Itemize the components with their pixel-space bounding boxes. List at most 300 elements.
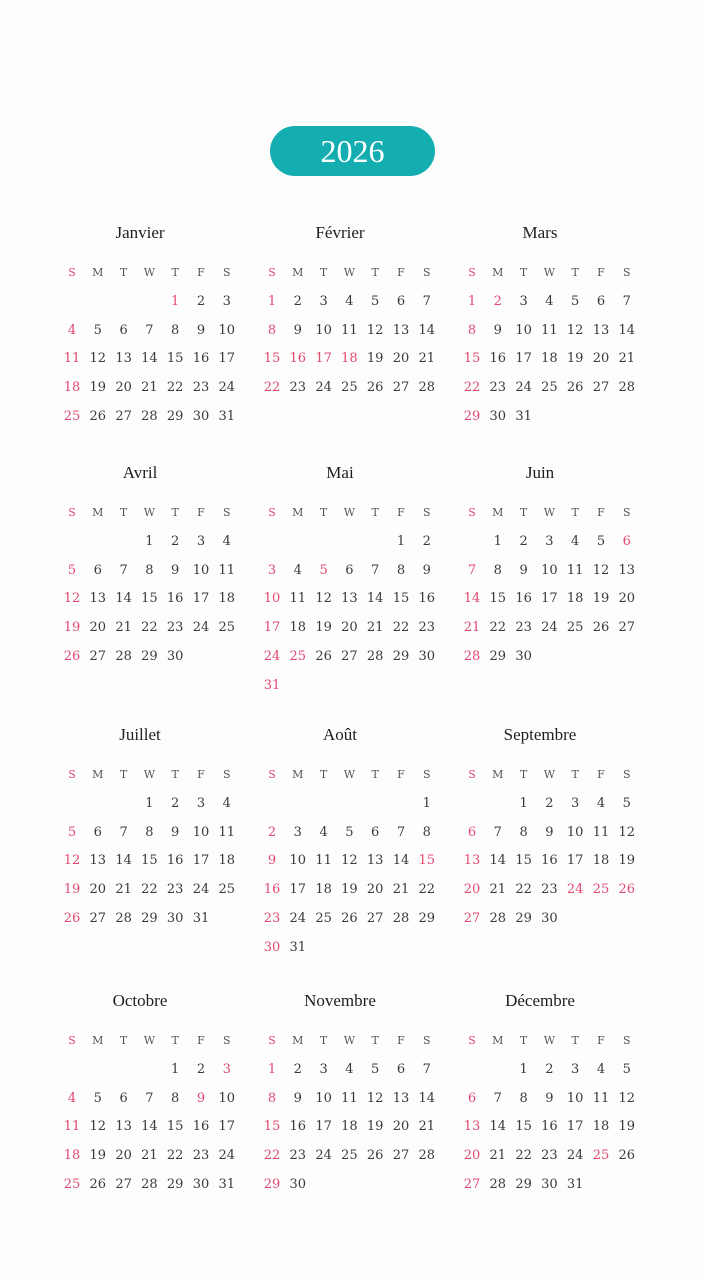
weekday-header: M	[292, 768, 304, 781]
day-cell: 30	[166, 648, 184, 664]
day-cell: 19	[315, 620, 332, 636]
day-cell: 6	[596, 294, 606, 309]
day-cell: 3	[293, 824, 302, 840]
day-cell: 8	[171, 1090, 180, 1106]
day-cell: 26	[63, 648, 81, 664]
day-cell: 19	[63, 882, 81, 898]
day-cell: 2	[171, 796, 180, 811]
day-cell: 4	[293, 562, 302, 578]
day-cell: 17	[315, 1119, 332, 1135]
day-cell: 29	[515, 910, 532, 926]
day-cell: 6	[396, 1062, 406, 1077]
day-cell: 2	[519, 534, 528, 549]
day-cell: 24	[541, 620, 558, 636]
weekday-header: W	[543, 768, 556, 781]
day-cell: 21	[489, 882, 507, 898]
day-cell: 4	[545, 294, 554, 309]
weekday-header: S	[423, 1034, 431, 1047]
day-cell: 31	[289, 939, 307, 955]
day-cell: 4	[345, 294, 354, 309]
day-cell: 14	[489, 853, 507, 869]
day-cell: 26	[366, 380, 384, 396]
day-cell: 21	[418, 1119, 436, 1135]
weekday-header: W	[343, 506, 356, 519]
day-cell: 23	[515, 620, 532, 636]
weekday-header: T	[171, 506, 179, 519]
day-cell: 5	[571, 294, 580, 309]
day-cell: 13	[618, 562, 636, 578]
day-cell: 9	[293, 322, 302, 338]
day-cell: 26	[89, 408, 107, 424]
weekday-header: T	[319, 768, 328, 781]
weekday-header: S	[268, 1034, 276, 1047]
day-cell: 21	[366, 620, 384, 636]
day-cell: 4	[596, 796, 606, 811]
weekday-header: M	[92, 266, 104, 279]
weekday-header: F	[597, 266, 605, 279]
day-cell: 22	[141, 620, 158, 636]
day-cell: 25	[541, 380, 558, 396]
day-cell: 1	[145, 796, 154, 811]
day-cell: 18	[63, 1148, 81, 1164]
day-cell: 26	[592, 620, 610, 636]
day-cell: 23	[192, 380, 210, 396]
day-cell: 16	[541, 1119, 558, 1135]
day-cell: 15	[392, 591, 410, 607]
day-cell: 1	[267, 294, 277, 309]
day-cell: 20	[592, 351, 610, 367]
day-cell: 11	[63, 351, 81, 367]
month-4	[240, 462, 440, 693]
day-cell: 16	[541, 853, 558, 869]
day-cell: 5	[67, 562, 77, 578]
day-cell: 25	[592, 882, 610, 898]
day-cell: 14	[489, 1119, 507, 1135]
day-cell: 10	[218, 322, 236, 338]
day-cell: 27	[618, 620, 636, 636]
day-cell: 10	[515, 322, 532, 338]
day-cell: 15	[141, 853, 158, 869]
weekday-header: F	[597, 506, 605, 519]
day-cell: 16	[166, 853, 184, 869]
weekday-header: W	[143, 768, 156, 781]
weekday-header: S	[268, 266, 276, 279]
day-cell: 30	[489, 408, 507, 424]
day-cell: 16	[489, 351, 507, 367]
weekday-header: S	[268, 768, 276, 781]
day-cell: 21	[418, 351, 436, 367]
day-cell: 29	[392, 648, 410, 664]
day-cell: 25	[289, 648, 307, 664]
day-cell: 23	[263, 910, 281, 926]
day-cell: 29	[418, 910, 436, 926]
day-cell: 9	[171, 824, 180, 840]
day-cell: 12	[341, 853, 358, 869]
day-cell: 21	[141, 1148, 158, 1164]
day-cell: 19	[618, 853, 636, 869]
day-cell: 1	[396, 534, 406, 549]
day-cell: 16	[289, 1119, 307, 1135]
day-cell: 20	[115, 380, 132, 396]
day-cell: 17	[218, 351, 236, 367]
day-cell: 9	[293, 1090, 302, 1106]
day-cell: 15	[489, 591, 507, 607]
weekday-header: M	[492, 266, 504, 279]
day-cell: 7	[396, 824, 406, 840]
month-title: Juillet	[119, 725, 161, 744]
day-cell: 30	[541, 910, 558, 926]
day-cell: 29	[463, 408, 481, 424]
day-cell: 15	[166, 1119, 184, 1135]
weekday-header: F	[197, 768, 205, 781]
day-cell: 31	[218, 1176, 236, 1192]
weekday-header: T	[371, 768, 379, 781]
day-cell: 7	[467, 562, 477, 578]
weekday-header: S	[268, 506, 276, 519]
day-cell: 23	[166, 620, 184, 636]
day-cell: 1	[519, 1062, 528, 1077]
day-cell: 14	[418, 322, 436, 338]
month-1	[240, 222, 440, 396]
day-cell: 8	[493, 562, 502, 578]
day-cell: 18	[218, 591, 236, 607]
weekday-header: W	[543, 266, 556, 279]
day-cell: 7	[145, 1090, 154, 1106]
month-title: Novembre	[304, 991, 376, 1010]
day-cell: 19	[89, 1148, 107, 1164]
day-cell: 15	[166, 351, 184, 367]
day-cell: 11	[592, 1090, 610, 1106]
day-cell: 16	[418, 591, 436, 607]
weekday-header: F	[397, 1034, 405, 1047]
weekday-header: T	[571, 506, 579, 519]
day-cell: 26	[89, 1176, 107, 1192]
day-cell: 30	[418, 648, 436, 664]
day-cell: 14	[463, 591, 481, 607]
day-cell: 16	[192, 1119, 210, 1135]
weekday-header: M	[292, 1034, 304, 1047]
weekday-header: S	[623, 506, 631, 519]
day-cell: 29	[166, 1176, 184, 1192]
day-cell: 31	[218, 408, 236, 424]
day-cell: 13	[115, 351, 132, 367]
day-cell: 18	[289, 620, 307, 636]
day-cell: 17	[566, 1119, 584, 1135]
day-cell: 25	[218, 882, 236, 898]
weekday-header: M	[92, 506, 104, 519]
day-cell: 9	[196, 322, 206, 338]
day-cell: 19	[366, 1119, 384, 1135]
day-cell: 19	[341, 882, 358, 898]
day-cell: 7	[422, 1062, 431, 1077]
day-cell: 25	[63, 1176, 81, 1192]
day-cell: 14	[141, 1119, 158, 1135]
weekday-header: S	[423, 506, 431, 519]
weekday-header: T	[519, 506, 528, 519]
day-cell: 8	[396, 562, 406, 578]
weekday-header: S	[68, 1034, 76, 1047]
weekday-header: T	[371, 506, 379, 519]
weekday-header: F	[397, 506, 405, 519]
month-3	[40, 462, 240, 664]
weekday-header: W	[343, 266, 356, 279]
weekday-header: S	[468, 506, 476, 519]
weekday-header: M	[492, 1034, 504, 1047]
month-2	[440, 222, 640, 424]
day-cell: 27	[392, 380, 410, 396]
day-cell: 4	[571, 534, 580, 549]
day-cell: 29	[141, 648, 158, 664]
weekday-header: M	[92, 768, 104, 781]
day-cell: 7	[622, 294, 631, 309]
day-cell: 18	[315, 882, 332, 898]
day-cell: 22	[515, 1148, 532, 1164]
day-cell: 13	[366, 853, 384, 869]
day-cell: 14	[115, 591, 132, 607]
day-cell: 1	[493, 534, 502, 549]
day-cell: 1	[171, 1062, 180, 1077]
day-cell: 12	[89, 1119, 107, 1135]
day-cell: 15	[515, 1119, 532, 1135]
day-cell: 3	[222, 1062, 231, 1077]
day-cell: 21	[463, 620, 481, 636]
day-cell: 31	[192, 910, 210, 926]
day-cell: 26	[366, 1148, 384, 1164]
day-cell: 5	[93, 1090, 102, 1106]
day-cell: 18	[592, 1119, 610, 1135]
day-cell: 10	[192, 824, 210, 840]
day-cell: 9	[519, 562, 528, 578]
day-cell: 23	[289, 1148, 307, 1164]
day-cell: 23	[418, 620, 436, 636]
weekday-header: S	[223, 768, 231, 781]
weekday-header: M	[492, 506, 504, 519]
weekday-header: W	[143, 1034, 156, 1047]
day-cell: 7	[119, 562, 128, 578]
day-cell: 14	[366, 591, 384, 607]
day-cell: 24	[315, 380, 332, 396]
day-cell: 17	[192, 591, 210, 607]
month-title: Janvier	[115, 223, 165, 242]
weekday-header: T	[171, 768, 179, 781]
day-cell: 25	[592, 1148, 610, 1164]
month-title: Septembre	[503, 725, 577, 744]
day-cell: 27	[341, 648, 358, 664]
day-cell: 28	[141, 1176, 158, 1192]
day-cell: 9	[267, 853, 277, 869]
day-cell: 24	[315, 1148, 332, 1164]
day-cell: 12	[89, 351, 107, 367]
day-cell: 17	[315, 351, 332, 367]
weekday-header: S	[223, 1034, 231, 1047]
day-cell: 19	[566, 351, 584, 367]
day-cell: 30	[263, 939, 281, 955]
day-cell: 17	[263, 620, 281, 636]
day-cell: 14	[418, 1090, 436, 1106]
day-cell: 3	[222, 294, 231, 309]
day-cell: 25	[341, 380, 358, 396]
day-cell: 26	[618, 1148, 636, 1164]
weekday-header: S	[468, 1034, 476, 1047]
day-cell: 13	[392, 322, 410, 338]
day-cell: 20	[366, 882, 384, 898]
month-6	[40, 724, 240, 926]
day-cell: 27	[366, 910, 384, 926]
day-cell: 18	[341, 1119, 358, 1135]
weekday-header: T	[171, 1034, 179, 1047]
day-cell: 4	[67, 1090, 77, 1106]
day-cell: 27	[392, 1148, 410, 1164]
day-cell: 8	[519, 1090, 528, 1106]
day-cell: 3	[571, 1062, 580, 1077]
day-cell: 23	[166, 882, 184, 898]
day-cell: 21	[141, 380, 158, 396]
day-cell: 20	[618, 591, 636, 607]
day-cell: 22	[141, 882, 158, 898]
weekday-header: T	[119, 1034, 128, 1047]
day-cell: 11	[218, 824, 236, 840]
day-cell: 27	[115, 408, 132, 424]
day-cell: 20	[115, 1148, 132, 1164]
day-cell: 27	[592, 380, 610, 396]
day-cell: 6	[93, 562, 102, 578]
day-cell: 10	[218, 1090, 236, 1106]
weekday-header: M	[292, 266, 304, 279]
day-cell: 8	[422, 824, 431, 840]
weekday-header: M	[492, 768, 504, 781]
weekday-header: W	[343, 768, 356, 781]
day-cell: 4	[67, 322, 77, 338]
day-cell: 3	[571, 796, 580, 811]
day-cell: 9	[545, 824, 554, 840]
day-cell: 13	[592, 322, 610, 338]
day-cell: 11	[63, 1119, 81, 1135]
day-cell: 10	[289, 853, 307, 869]
day-cell: 9	[493, 322, 502, 338]
month-title: Avril	[122, 463, 158, 482]
month-9	[40, 990, 240, 1192]
day-cell: 2	[171, 534, 180, 549]
weekday-header: T	[371, 1034, 379, 1047]
day-cell: 13	[115, 1119, 132, 1135]
day-cell: 19	[89, 380, 107, 396]
day-cell: 24	[566, 882, 584, 898]
weekday-header: W	[543, 1034, 556, 1047]
day-cell: 8	[267, 322, 277, 338]
weekday-header: W	[343, 1034, 356, 1047]
month-title: Août	[323, 725, 357, 744]
day-cell: 6	[371, 824, 380, 840]
day-cell: 14	[141, 351, 158, 367]
weekday-header: T	[319, 1034, 328, 1047]
day-cell: 10	[566, 1090, 584, 1106]
month-title: Mai	[326, 463, 354, 482]
weekday-header: F	[397, 768, 405, 781]
day-cell: 20	[89, 620, 107, 636]
day-cell: 10	[192, 562, 210, 578]
day-cell: 12	[315, 591, 332, 607]
day-cell: 12	[566, 322, 584, 338]
day-cell: 18	[63, 380, 81, 396]
day-cell: 13	[392, 1090, 410, 1106]
day-cell: 29	[166, 408, 184, 424]
day-cell: 24	[566, 1148, 584, 1164]
day-cell: 13	[341, 591, 358, 607]
day-cell: 17	[541, 591, 558, 607]
day-cell: 16	[289, 351, 307, 367]
day-cell: 11	[341, 1090, 358, 1106]
day-cell: 20	[463, 882, 481, 898]
day-cell: 17	[515, 351, 532, 367]
day-cell: 5	[345, 824, 354, 840]
day-cell: 25	[218, 620, 236, 636]
day-cell: 9	[196, 1090, 206, 1106]
weekday-header: F	[397, 266, 405, 279]
day-cell: 17	[289, 882, 307, 898]
day-cell: 5	[371, 1062, 380, 1077]
day-cell: 15	[515, 853, 532, 869]
day-cell: 22	[489, 620, 507, 636]
month-7	[240, 724, 440, 955]
weekday-header: S	[468, 768, 476, 781]
day-cell: 26	[341, 910, 358, 926]
month-5	[440, 462, 640, 664]
day-cell: 13	[463, 1119, 481, 1135]
day-cell: 13	[89, 853, 107, 869]
day-cell: 28	[489, 910, 507, 926]
weekday-header: S	[423, 768, 431, 781]
weekday-header: F	[197, 506, 205, 519]
weekday-header: F	[197, 266, 205, 279]
weekday-header: T	[171, 266, 179, 279]
day-cell: 22	[515, 882, 532, 898]
day-cell: 23	[192, 1148, 210, 1164]
day-cell: 18	[218, 853, 236, 869]
day-cell: 21	[618, 351, 636, 367]
day-cell: 2	[493, 294, 502, 309]
day-cell: 24	[263, 648, 281, 664]
year-badge: 2026	[270, 126, 435, 176]
day-cell: 15	[263, 1119, 281, 1135]
weekday-header: S	[623, 768, 631, 781]
day-cell: 19	[366, 351, 384, 367]
month-title: Juin	[525, 463, 555, 482]
day-cell: 8	[171, 322, 180, 338]
day-cell: 22	[166, 380, 184, 396]
day-cell: 31	[515, 408, 532, 424]
day-cell: 22	[166, 1148, 184, 1164]
day-cell: 3	[267, 562, 277, 578]
day-cell: 18	[541, 351, 558, 367]
day-cell: 7	[145, 322, 154, 338]
day-cell: 11	[315, 853, 332, 869]
day-cell: 27	[463, 1176, 481, 1192]
weekday-header: T	[119, 266, 128, 279]
weekday-header: W	[543, 506, 556, 519]
day-cell: 23	[289, 380, 307, 396]
day-cell: 3	[196, 796, 206, 811]
day-cell: 5	[93, 322, 102, 338]
day-cell: 1	[145, 534, 154, 549]
day-cell: 1	[519, 796, 528, 811]
day-cell: 29	[515, 1176, 532, 1192]
day-cell: 19	[618, 1119, 636, 1135]
day-cell: 7	[371, 562, 380, 578]
day-cell: 9	[422, 562, 431, 578]
weekday-header: F	[597, 768, 605, 781]
day-cell: 2	[196, 1062, 206, 1077]
day-cell: 10	[315, 1090, 332, 1106]
